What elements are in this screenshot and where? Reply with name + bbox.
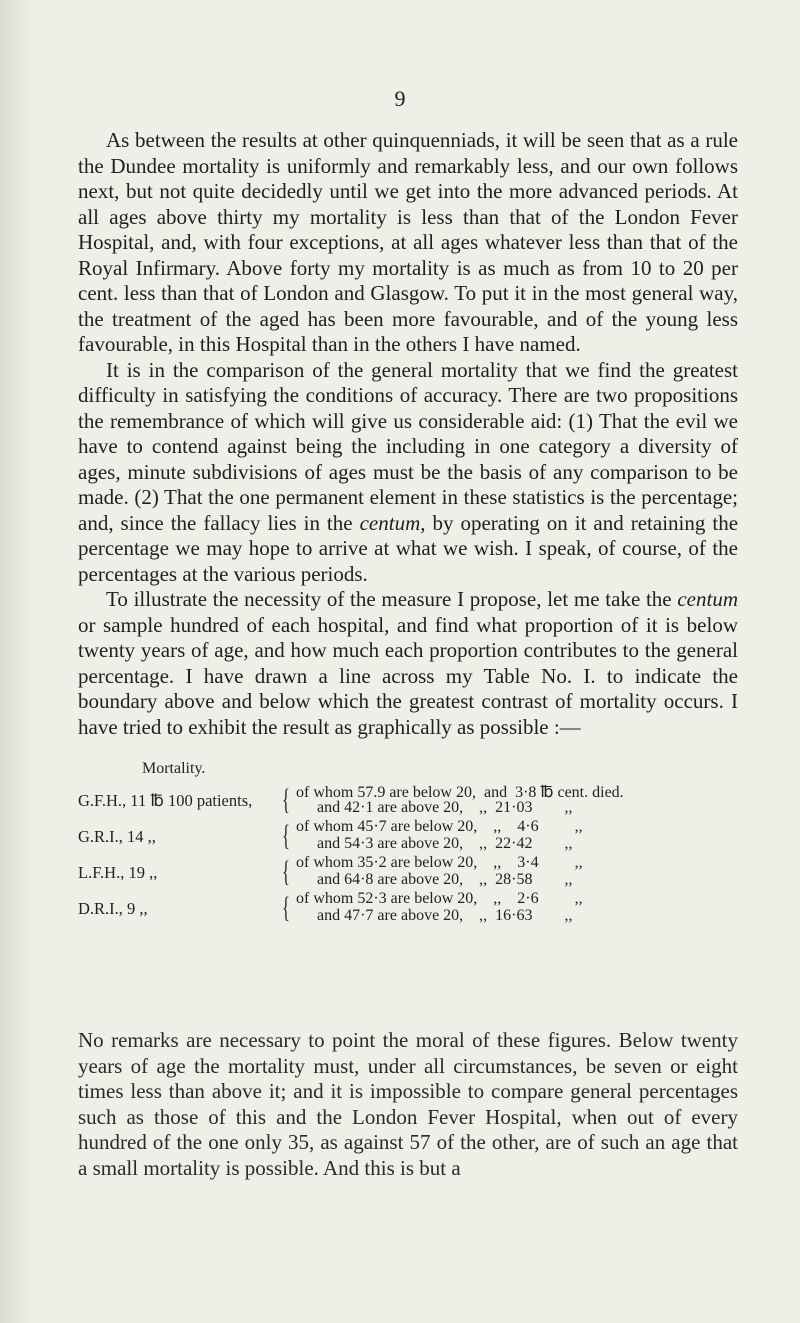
table-heading: Mortality. (142, 760, 206, 777)
hospital-label: D.R.I., 9 ,, (78, 899, 148, 918)
paragraph-2-text-end: , by operating on it and retaining the percentage we may hope to arrive at what we wish. I speak, of course, of the percentages at the various periods. (78, 510, 739, 586)
row-line-below: of whom 52·3 are below 20, ,, 2·6 ,, (296, 890, 583, 907)
paragraph-2-text: It is in the comparison of the general mortality that we find the greatest difficulty in satisfying the conditions of accuracy. There are two propositions the remembrance of which will give us considerable aid: (1) That the evil we have to contend against being the including in one category a diversity of ages, minute subdivisions of ages must be the basis of any comparison to be made. (2) That the one permanent element in these statistics is the percentage; and, since the fallacy lies in the (78, 357, 738, 535)
paragraph-1: As between the results at other quinquenniads, it will be seen that as a rule the Dundee mortality is uniformly and remarkably less, and our own follows next, but not quite decidedly until we get into the more advanced periods. At all ages above thirty my mortality is less than that of the London Fever Hospital, and, with four exceptions, at all ages whatever less than that of the Royal Infirmary. Above forty my mortality is as much as from 10 to 20 per cent. less than that of London and Glasgow. To put it in the most general way, the treatment of the aged has been more favourable, and of the young less favourable, in this Hospital than in the others I have named. (78, 128, 738, 356)
closing-paragraph: No remarks are necessary to point the moral of these figures. Below twenty years of age the mortality must, under all circumstances, be seven or eight times less than above it; and it is impossible to compare general percentages such as those of this and the London Fever Hospital, when out of every hundred of the one only 35, as against 57 of the other, are of such an age that a small mortality is possible. And this is but a (78, 1028, 738, 1180)
row-line-above: and 54·3 are above 20, ,, 22·42 ,, (317, 835, 573, 852)
page-number: 9 (394, 86, 406, 111)
paragraph-3 (78, 587, 738, 740)
row-line-above: and 42·1 are above 20, ,, 21·03 ,, (317, 799, 573, 816)
table-row (78, 854, 758, 892)
brace-icon: { (282, 855, 290, 888)
row-line-below: of whom 45·7 are below 20, ,, 4·6 ,, (296, 818, 583, 835)
row-line-below: of whom 35·2 are below 20, ,, 3·4 ,, (296, 854, 583, 871)
table-row (78, 890, 758, 928)
paragraph-3-italic: centum (677, 587, 739, 611)
hospital-label: G.R.I., 14 ,, (78, 827, 156, 846)
row-line-above: and 64·8 are above 20, ,, 28·58 ,, (317, 871, 573, 888)
brace-icon: { (282, 891, 290, 924)
main-text (78, 128, 738, 740)
hospital-label: G.F.H., 11 ℔ 100 patients, (78, 791, 253, 810)
row-line-below: of whom 57.9 are below 20, and 3·8 ℔ cent. died. (296, 784, 624, 801)
paragraph-3-text: To illustrate the necessity of the measure I propose, let me take the (106, 587, 672, 611)
hospital-label: L.F.H., 19 ,, (78, 863, 158, 882)
page-edge-shadow (0, 0, 34, 1323)
table-row (78, 818, 758, 856)
brace-icon: { (282, 819, 290, 852)
paragraph-2-italic: centum (359, 510, 421, 535)
paragraph-2 (78, 358, 738, 588)
table-row (78, 782, 758, 820)
row-line-above: and 47·7 are above 20, ,, 16·63 ,, (317, 907, 573, 924)
paragraph-3-text-end: or sample hundred of each hospital, and find what proportion of it is below twenty years of age, and how much each proportion contributes to the general percentage. I have drawn a line across my Table No. I. to indicate the boundary above and below which the greatest contrast of mortality occurs. I have tried to exhibit the result as graphically as possible :— (78, 612, 738, 739)
brace-icon: { (282, 783, 290, 816)
